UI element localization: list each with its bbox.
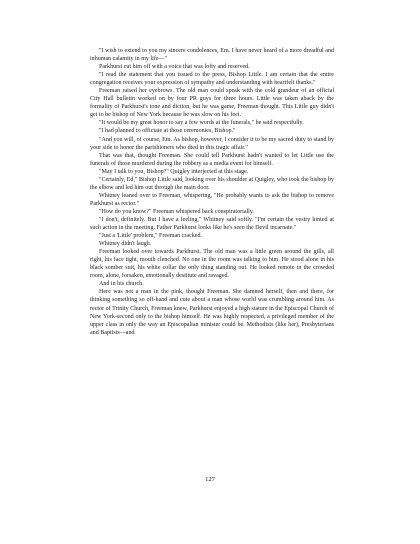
paragraph-3: "I read the statement that you issued to the press, Bishop Little. I am certain that the entire congregation receives your expression of sympathy and understanding with heartfelt thanks." — [90, 72, 334, 87]
paragraph-4: Freeman raised her eyebrows. The old man could speak with the cold grandeur of an official City Hall bulletin worked on by four PR guys for three hours. Little was taken aback by the formality of Parkhurst's tone and diction, but he was game, Freeman thought. This Little guy didn't get to be bishop of New York because he was slow on his feet. — [90, 88, 334, 119]
paragraph-10: "Certainly, Ed," Bishop Little said, looking over his shoulder at Quigley, who took the bishop by the elbow and led him out through the main door. — [90, 176, 334, 191]
paragraph-8: That was that, thought Freeman. She could tell Parkhurst hadn't wanted to let Little use the funerals of those murdered during the robbery as a media event for himself. — [90, 152, 334, 167]
paragraph-14: "Just a 'Little' problem," Freeman cracked. — [99, 233, 202, 240]
paragraph-18: Here was not a man in the pink, thought Freeman. She damned herself, then and there, for thinking something so off-hand and cute about a man whose world was crumbling around him. As rector of Trinity Church, Freeman knew, Parkhurst enjoyed a high stature in the Episcopal Church of New York-second only to the bishop himself. He was highly respected, a privileged member of the upper class in only the way an Episcopalian minister could be. Methodists (like her), Presbyterians and Baptists—and — [90, 289, 334, 336]
page-number: 127 — [205, 476, 215, 483]
paragraph-9: "May I talk to you, Bishop?" Quigley interjected at this stage. — [99, 168, 249, 175]
paragraph-5: "It would be my great honor to say a few words at the funerals," he said respectfully. — [99, 120, 304, 127]
paragraph-12: "How do you know?" Freeman whispered back conspiratorially. — [99, 208, 255, 215]
paragraph-15: Whitney didn't laugh. — [99, 241, 152, 248]
paragraph-16: Freeman looked over towards Parkhurst. The old man was a little green around the gills, all right, his face tight, mouth clenched. No one in the room was talking to him. He stood alone in his black somber suit, his white collar the only thing standing out. He looked remote in the crowded room, alone, forsaken, emotionally destitute and ravaged. — [90, 249, 334, 280]
paragraph-13: "I don't, definitely. But I have a feeling," Whitney said softly. "I'm certain the vestry hinted at such action in the meeting. Father Parkhurst looks like he's seen the Devil incarnate." — [90, 216, 334, 232]
paragraph-17: And in his church. — [99, 281, 144, 288]
paragraph-6: "I had planned to officiate at those ceremonies, Bishop." — [99, 128, 236, 135]
paragraph-7: "And you will, of course, Em. As bishop, however, I consider it to be my sacred duty to stand by your side to honor the parishioners who died in this tragic affair." — [90, 136, 334, 151]
paragraph-1: "I wish to extend to you my sincere condolences, Em. I have never heard of a more dreadful and inhuman calamity in my life—" — [90, 48, 334, 63]
paragraph-2: Parkhurst cut him off with a voice that was lofty and reserved. — [99, 64, 250, 71]
paragraph-11: Whitney leaned over to Freeman, whispering, "He probably wants to ask the bishop to remove Parkhurst as rector." — [90, 192, 334, 207]
body-text — [90, 47, 334, 337]
